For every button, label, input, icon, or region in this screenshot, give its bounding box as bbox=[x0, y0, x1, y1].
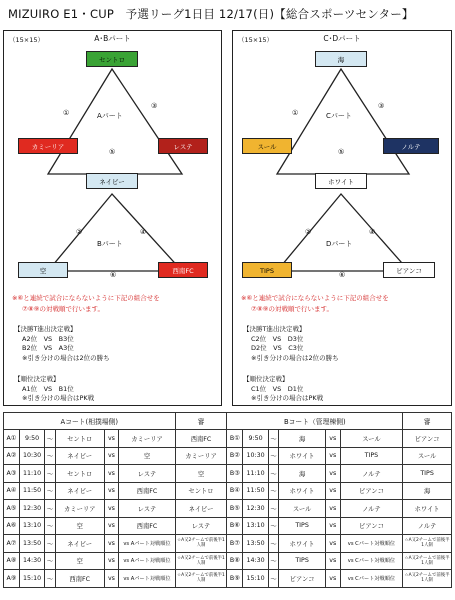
team-c-top: 海 bbox=[315, 51, 367, 67]
home-team: ホワイト bbox=[279, 535, 326, 553]
match-number: A② bbox=[4, 447, 20, 465]
home-team: 空 bbox=[55, 517, 104, 535]
vs-marker: vs bbox=[325, 535, 340, 553]
vs-marker: vs bbox=[325, 465, 340, 483]
final-title: 【決勝T進出決定戦】 bbox=[14, 325, 77, 333]
final-match-2: D2位 VS C3位 bbox=[251, 344, 304, 352]
referee: ☆A又2チームで前後半1人制 bbox=[175, 535, 227, 553]
panel-title: A･Bパート bbox=[94, 34, 131, 43]
team-b-right: 西南FC bbox=[158, 262, 208, 278]
match-3-label: ③ bbox=[151, 102, 158, 110]
away-team: レステ bbox=[119, 500, 175, 518]
referee: レステ bbox=[175, 517, 227, 535]
ranking-notes bbox=[243, 375, 323, 404]
home-team: 空 bbox=[55, 552, 104, 570]
kickoff-time: 12:30 bbox=[19, 500, 44, 518]
match-number: B⑨ bbox=[227, 570, 243, 588]
rank-match: C1位 VS D1位 bbox=[251, 384, 304, 393]
home-team: スール bbox=[279, 500, 326, 518]
kickoff-time: 14:30 bbox=[243, 552, 268, 570]
table-row bbox=[4, 570, 452, 588]
referee: ネイビー bbox=[175, 500, 227, 518]
vs-marker: vs bbox=[104, 430, 119, 448]
table-row bbox=[4, 552, 452, 570]
team-b-top: ネイビー bbox=[86, 173, 138, 189]
time-separator: ～ bbox=[45, 465, 56, 483]
kickoff-time: 10:30 bbox=[19, 447, 44, 465]
kickoff-time: 13:10 bbox=[19, 517, 44, 535]
time-separator: ～ bbox=[45, 482, 56, 500]
away-team: 西南FC bbox=[119, 517, 175, 535]
kickoff-time: 11:10 bbox=[19, 465, 44, 483]
rank-title: 【順位決定戦】 bbox=[243, 375, 289, 383]
rank-title: 【順位決定戦】 bbox=[14, 375, 60, 383]
away-team: vs Aパート対戦順位 bbox=[119, 570, 175, 588]
schedule-table bbox=[3, 412, 452, 588]
time-separator: ～ bbox=[45, 447, 56, 465]
final-qualifier-notes bbox=[243, 325, 339, 363]
kickoff-time: 9:50 bbox=[243, 430, 268, 448]
match-number: A⑧ bbox=[4, 552, 20, 570]
kickoff-time: 9:50 bbox=[19, 430, 44, 448]
team-d-top: ホワイト bbox=[315, 173, 367, 189]
group-a-triangle bbox=[48, 69, 182, 174]
kickoff-time: 13:10 bbox=[243, 517, 268, 535]
red-note-line-1: ※⑥と連続で試合にならないように下記の組合せを bbox=[12, 294, 160, 302]
vs-marker: vs bbox=[104, 517, 119, 535]
bracket-diagram bbox=[4, 31, 223, 291]
time-separator: ～ bbox=[268, 447, 279, 465]
group-b-label: Bパート bbox=[97, 240, 123, 248]
match-number: A③ bbox=[4, 465, 20, 483]
kickoff-time: 15:10 bbox=[19, 570, 44, 588]
home-team: ビアンコ bbox=[279, 570, 326, 588]
match-number: A⑤ bbox=[4, 500, 20, 518]
away-team: vs Aパート対戦順位 bbox=[119, 552, 175, 570]
table-row bbox=[4, 465, 452, 483]
court-b-header: Bコート（管理棟側) bbox=[227, 413, 403, 430]
home-team: ホワイト bbox=[279, 482, 326, 500]
vs-marker: vs bbox=[325, 570, 340, 588]
time-separator: ～ bbox=[268, 552, 279, 570]
table-row bbox=[4, 447, 452, 465]
match-2-label: ② bbox=[305, 228, 312, 236]
vs-marker: vs bbox=[104, 482, 119, 500]
vs-marker: vs bbox=[104, 500, 119, 518]
away-team: ノルテ bbox=[340, 500, 402, 518]
group-d-label: Dパート bbox=[326, 240, 353, 248]
match-number: B③ bbox=[227, 465, 243, 483]
match-5-label: ⑤ bbox=[109, 148, 116, 156]
team-a-right: レステ bbox=[158, 138, 208, 154]
vs-marker: vs bbox=[104, 552, 119, 570]
match-number: A⑨ bbox=[4, 570, 20, 588]
final-qualifier-notes bbox=[14, 325, 110, 363]
time-separator: ～ bbox=[45, 535, 56, 553]
match-number: B② bbox=[227, 447, 243, 465]
final-match-1: A2位 VS B3位 bbox=[22, 334, 74, 343]
referee: ホワイト bbox=[403, 500, 452, 518]
referee: ビアンコ bbox=[403, 430, 452, 448]
away-team: ビアンコ bbox=[340, 482, 402, 500]
vs-marker: vs bbox=[104, 447, 119, 465]
away-team: vs Cパート対戦順位 bbox=[340, 570, 402, 588]
kickoff-time: 12:30 bbox=[243, 500, 268, 518]
match-2-label: ② bbox=[76, 228, 83, 236]
match-5-label: ⑤ bbox=[338, 148, 345, 156]
vs-marker: vs bbox=[325, 430, 340, 448]
away-team: レステ bbox=[119, 465, 175, 483]
kickoff-time: 11:50 bbox=[243, 482, 268, 500]
match-1-label: ① bbox=[292, 109, 299, 117]
court-size: （15×15） bbox=[238, 36, 273, 44]
referee: TIPS bbox=[403, 465, 452, 483]
away-team: vs Cパート対戦順位 bbox=[340, 552, 402, 570]
kickoff-time: 13:50 bbox=[243, 535, 268, 553]
referee: 海 bbox=[403, 482, 452, 500]
vs-marker: vs bbox=[104, 570, 119, 588]
vs-marker: vs bbox=[325, 447, 340, 465]
home-team: ネイビー bbox=[55, 447, 104, 465]
rank-rule: ※引き分けの場合はPK戦 bbox=[22, 394, 95, 402]
final-match-1: C2位 VS D3位 bbox=[251, 334, 304, 343]
away-team: 西南FC bbox=[119, 482, 175, 500]
referee: スール bbox=[403, 447, 452, 465]
group-d-triangle bbox=[277, 194, 409, 271]
table-row bbox=[4, 500, 452, 518]
home-team: カミーリア bbox=[55, 500, 104, 518]
home-team: セントロ bbox=[55, 430, 104, 448]
group-c-label: Cパート bbox=[326, 112, 352, 120]
rank-match: A1位 VS B1位 bbox=[22, 384, 74, 393]
red-note-line-2: ⑦⑧⑨の対戦順で行います。 bbox=[22, 305, 104, 313]
kickoff-time: 13:50 bbox=[19, 535, 44, 553]
time-separator: ～ bbox=[45, 552, 56, 570]
red-note-line-1: ※⑥と連続で試合にならないように下記の組合せを bbox=[241, 294, 389, 302]
away-team: vs Cパート対戦順位 bbox=[340, 535, 402, 553]
team-b-left: 空 bbox=[18, 262, 68, 278]
referee: セントロ bbox=[175, 482, 227, 500]
match-number: A⑥ bbox=[4, 517, 20, 535]
match-4-label: ④ bbox=[369, 228, 376, 236]
time-separator: ～ bbox=[268, 465, 279, 483]
away-team: スール bbox=[340, 430, 402, 448]
home-team: 海 bbox=[279, 430, 326, 448]
team-a-top: セントロ bbox=[86, 51, 138, 67]
referee: ☆A又2チームで前後半1人制 bbox=[403, 552, 452, 570]
final-rule: ※引き分けの場合は2位の勝ち bbox=[251, 353, 339, 362]
time-separator: ～ bbox=[268, 482, 279, 500]
away-team: カミーリア bbox=[119, 430, 175, 448]
team-a-left: カミーリア bbox=[18, 138, 78, 154]
table-row bbox=[4, 430, 452, 448]
match-3-label: ③ bbox=[378, 102, 385, 110]
vs-marker: vs bbox=[325, 482, 340, 500]
bracket-diagram bbox=[233, 31, 453, 291]
time-separator: ～ bbox=[268, 570, 279, 588]
match-number: A④ bbox=[4, 482, 20, 500]
referee: ☆A又2チームで前後半1人制 bbox=[175, 570, 227, 588]
away-team: ノルテ bbox=[340, 465, 402, 483]
match-number: A① bbox=[4, 430, 20, 448]
match-4-label: ④ bbox=[140, 228, 147, 236]
referee: ノルテ bbox=[403, 517, 452, 535]
time-separator: ～ bbox=[268, 517, 279, 535]
kickoff-time: 11:50 bbox=[19, 482, 44, 500]
vs-marker: vs bbox=[104, 465, 119, 483]
panel-title: C･Dパート bbox=[323, 34, 361, 43]
referee: ☆A又2チームで前後半1人制 bbox=[403, 570, 452, 588]
referee-header-b: 審 bbox=[403, 413, 452, 430]
table-row bbox=[4, 535, 452, 553]
time-separator: ～ bbox=[45, 430, 56, 448]
away-team: vs Aパート対戦順位 bbox=[119, 535, 175, 553]
vs-marker: vs bbox=[325, 500, 340, 518]
group-b-triangle bbox=[48, 194, 182, 271]
kickoff-time: 15:10 bbox=[243, 570, 268, 588]
away-team: TIPS bbox=[340, 447, 402, 465]
match-number: B⑦ bbox=[227, 535, 243, 553]
home-team: ネイビー bbox=[55, 482, 104, 500]
match-number: B⑧ bbox=[227, 552, 243, 570]
table-header-row bbox=[4, 413, 452, 430]
home-team: 西南FC bbox=[55, 570, 104, 588]
time-separator: ～ bbox=[268, 500, 279, 518]
vs-marker: vs bbox=[325, 552, 340, 570]
match-number: B① bbox=[227, 430, 243, 448]
team-c-left: スール bbox=[242, 138, 292, 154]
referee: 空 bbox=[175, 465, 227, 483]
court-size: （15×15） bbox=[9, 36, 44, 44]
vs-marker: vs bbox=[104, 535, 119, 553]
referee: カミーリア bbox=[175, 447, 227, 465]
home-team: ホワイト bbox=[279, 447, 326, 465]
page-title: MIZUIRO E1・CUP 予選リーグ1日目 12/17(日)【総合スポーツセンター】 bbox=[8, 7, 414, 21]
final-title: 【決勝T進出決定戦】 bbox=[243, 325, 306, 333]
time-separator: ～ bbox=[268, 430, 279, 448]
table-row bbox=[4, 517, 452, 535]
ranking-notes bbox=[14, 375, 94, 404]
team-c-right: ノルテ bbox=[383, 138, 439, 154]
home-team: 海 bbox=[279, 465, 326, 483]
vs-marker: vs bbox=[325, 517, 340, 535]
group-a-label: Aパート bbox=[97, 112, 123, 120]
rank-rule: ※引き分けの場合はPK戦 bbox=[251, 394, 324, 402]
match-number: B⑥ bbox=[227, 517, 243, 535]
match-1-label: ① bbox=[63, 109, 70, 117]
court-a-header: Aコート(相撲場側) bbox=[4, 413, 176, 430]
away-team: 空 bbox=[119, 447, 175, 465]
group-c-triangle bbox=[277, 69, 409, 174]
team-d-right: ビアンコ bbox=[383, 262, 435, 278]
time-separator: ～ bbox=[268, 535, 279, 553]
kickoff-time: 10:30 bbox=[243, 447, 268, 465]
match-number: A⑦ bbox=[4, 535, 20, 553]
match-6-label: ⑥ bbox=[110, 271, 117, 279]
home-team: ネイビー bbox=[55, 535, 104, 553]
referee: ☆A又2チームで前後半1人制 bbox=[175, 552, 227, 570]
panel-ab bbox=[3, 30, 222, 406]
team-d-left: TIPS bbox=[242, 262, 292, 278]
match-number: B⑤ bbox=[227, 500, 243, 518]
referee-header-a: 審 bbox=[175, 413, 227, 430]
away-team: ビアンコ bbox=[340, 517, 402, 535]
referee: ☆A又2チームで前後半1人制 bbox=[403, 535, 452, 553]
red-note-line-2: ⑦⑧⑨の対戦順で行います。 bbox=[251, 305, 333, 313]
panel-cd bbox=[232, 30, 452, 406]
match-6-label: ⑥ bbox=[339, 271, 346, 279]
table-row bbox=[4, 482, 452, 500]
home-team: TIPS bbox=[279, 552, 326, 570]
home-team: TIPS bbox=[279, 517, 326, 535]
kickoff-time: 14:30 bbox=[19, 552, 44, 570]
final-rule: ※引き分けの場合は2位の勝ち bbox=[22, 353, 110, 362]
time-separator: ～ bbox=[45, 517, 56, 535]
time-separator: ～ bbox=[45, 570, 56, 588]
final-match-2: B2位 VS A3位 bbox=[22, 344, 74, 352]
time-separator: ～ bbox=[45, 500, 56, 518]
kickoff-time: 11:10 bbox=[243, 465, 268, 483]
referee: 西南FC bbox=[175, 430, 227, 448]
home-team: セントロ bbox=[55, 465, 104, 483]
match-number: B④ bbox=[227, 482, 243, 500]
